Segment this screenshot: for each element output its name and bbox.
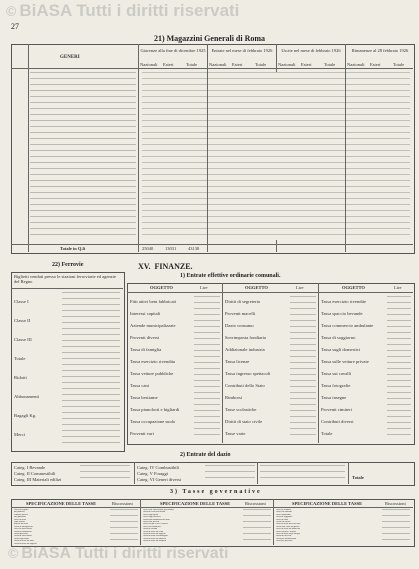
tasse-title: 3) Tasse governative [170,489,262,495]
tasse-list-2 [143,509,241,543]
tasse-item: Tasse di bollo sui manifesti [276,528,300,531]
dazio-cat: Categ. III Materiali edilizi [14,477,62,482]
tasse-item: Tassa di bollo sui conti [143,530,164,533]
sub-col-esteri: Esteri [232,62,243,67]
tasse-item: Tasse per privativa [276,540,293,543]
tasse-col-riscossioni: Riscossioni [112,501,133,506]
tasse-item: Tasse automobili [276,513,291,516]
entrate-item: Tassa esercizio rivendita [130,359,176,364]
entrate-item: Tassa di soggiorno [321,335,356,340]
sub-col-nazionali: Nazionali [209,62,227,67]
col-generi: GENERI [60,55,80,60]
entrate-item: Tassa bestiame [130,395,158,400]
entrate-item: Tassa pianoforti e bigliardi [130,407,180,412]
tasse-item: Tasse di lusso [276,518,289,521]
entrate-item: Totale [321,431,333,436]
dazio-figures [260,465,345,482]
entrate-item: Tassa esercizio rivendite [321,299,367,304]
tasse-col-spec: SPECIFICAZIONE DELLE TASSE [292,501,363,506]
tasse-figures-3 [382,509,410,543]
entrate-item: Tassa sui cavalli [321,371,352,376]
ferrovie-row: Classe II [14,318,31,323]
tasse-item: Tassa di ricchezza mobile [143,511,166,514]
entrate-col-oggetto: OGGETTO [150,285,173,290]
dazio-cat: Categ. I Bevande [14,465,46,470]
ferrovie-row: Bagagli Kg. [14,413,37,418]
page-number: 27 [11,22,19,31]
dazio-totale: Totale [352,475,364,480]
entrate-item: Fitti attivi beni fabbricati [130,299,177,304]
ferrovie-row: Abbonamenti [14,394,40,399]
tasse-item: carta bollata [14,521,25,524]
sub-col-totale: Totale [186,62,198,67]
tasse-item: Tassa di soggiorno [276,516,293,519]
entrate-item: Tassa fotografie [321,383,351,388]
tasse-item: Tassa di bollo sui trasporti [143,540,167,543]
tasse-item: Tassa sulle carte da giuoco [276,525,300,528]
tasse-list-3 [276,509,380,543]
dazio-figures [205,465,255,482]
generi-text-lines [30,72,136,240]
ferrovie-row: Merci [14,432,25,437]
entrate-header-rule [127,292,413,293]
entrate-title: 1) Entrate effettive ordinarie comunali. [180,273,281,279]
magazzini-total-tot: 43130 [188,246,200,251]
ferrovie-rows [14,292,64,444]
entrate-item: Contributi diversi [321,419,354,424]
copyright-icon: © [6,3,17,19]
sub-col-nazionali: Nazionali [347,62,365,67]
finanze-title: FINANZE. [154,262,193,271]
ferrovie-row: Totale [14,356,26,361]
sub-col-totale: Totale [255,62,267,67]
entrate-figures-1 [194,296,220,438]
tasse-item: Tassa sulla fabbricazione birra [143,518,170,521]
entrate-item: Tassa insegne [321,395,347,400]
tasse-item: atti giudiziari [14,516,26,519]
entrate-item: Tassa di famiglia [130,347,162,352]
tasse-item: Tasse sui fiammiferi [143,525,161,528]
tasse-item: Tassa per dichiarazioni [276,537,297,540]
watermark-text: BiASA Tutti i diritti riservati [21,545,229,562]
entrate-item: Tassa sulle vetture private [321,359,369,364]
tasse-item: Tasse di bollo [14,518,27,521]
dazio-cat: Categ. V Foraggi [137,471,168,476]
tasse-figures-2 [243,509,271,543]
tasse-item: Tassa sugli affari [14,537,29,540]
sub-col-esteri: Esteri [370,62,381,67]
finanze-heading [138,262,193,271]
entrate-item: Diritti di segreteria [225,299,260,304]
tasse-col-spec: SPECIFICAZIONE DELLE TASSE [26,501,97,506]
entrate-item: Proventi macelli [225,311,256,316]
entrate-item: Tassa cani [130,383,149,388]
entrate-col-lire: Lire [200,285,208,290]
entrate-item: Contributi dello Stato [225,383,265,388]
tasse-item: atti pubblici [14,511,25,514]
tasse-col-line [140,499,141,545]
tasse-header-rule [11,507,413,508]
dazio-col-line [134,462,135,484]
col-uscite: Uscite nel mese di febbraio 1926 [281,48,341,53]
ferrovie-rule [11,288,123,289]
entrate-item: Tassa ingresso spettacoli [225,371,271,376]
tasse-item: Tasse sulle concessioni governative [143,509,175,511]
entrate-item: Aziende municipalizzate [130,323,176,328]
tasse-item: Tasse di successione [14,528,32,531]
entrate-col-line [222,283,223,443]
entrate-item: Rimborsi [225,395,243,400]
tasse-item: Tasse sui contratti [276,511,292,514]
tasse-item: Tassa sui cavalli [276,521,291,524]
tasse-item: Tassa di manomorta [14,530,32,533]
dazio-cat: Categ. II Commestibili [14,471,56,476]
tasse-item: Tasse di scambio [276,509,291,511]
tasse-item: Tassa di bollo cinematografi [143,535,168,538]
tasse-item: marche da bollo [14,523,29,526]
tasse-item: Tassa di bollo sui tabacchi [143,537,167,540]
sub-col-esteri: Esteri [163,62,174,67]
entrate-item: Addizionale industria [225,347,265,352]
sub-col-esteri: Esteri [301,62,312,67]
entrate-col-oggetto: OGGETTO [245,285,268,290]
magazzini-col-line [28,44,29,252]
dazio-col-line [348,462,349,484]
tasse-col-riscossioni: Riscossioni [385,501,406,506]
tasse-item: Tasse sugli spiriti [143,513,159,516]
sub-col-totale: Totale [393,62,405,67]
tasse-item: Tassa dei brevetti [276,535,292,538]
sub-col-nazionali: Nazionali [140,62,158,67]
entrate-col-lire: Lire [296,285,304,290]
copyright-icon: © [8,545,19,561]
tasse-col-line [273,499,274,545]
tasse-item: Tasse sui pesi e misure [276,530,297,533]
entrate-figures-3 [387,296,411,438]
magazzini-col-line [138,44,139,252]
tasse-figures-1 [110,509,138,543]
finanze-numeral: XV. [138,262,151,271]
magazzini-total-label: Totale in Q.li [60,246,85,251]
entrate-item: Proventi cimiteri [321,407,353,412]
entrate-item: Tassa commercio ambulante [321,323,374,328]
tasse-item: Tassa di bollo sui biglietti [143,533,166,536]
sub-col-totale: Totale [324,62,336,67]
entrate-col-oggetto: OGGETTO [342,285,365,290]
magazzini-figures [142,72,410,240]
ferrovie-row: Classe III [14,337,32,342]
dazio-col-line [257,462,258,484]
col-rimanenze: Rimanenze al 28 febbraio 1926 [351,48,409,53]
entrate-item: Dazio consumo [225,323,254,328]
ferrovie-figures [62,292,120,446]
tasse-item: Tassa in surrogazione [14,525,33,528]
magazzini-total-naz: 25040 [142,246,154,251]
magazzini-total-est: 13031 [165,246,177,251]
entrate-figures-2 [290,296,316,438]
tasse-item: Tasse di registro [14,509,29,511]
tasse-item: Tasse sul gas e luce elettrica [143,523,168,526]
dazio-cat: Categ. IV Combustibili [137,465,180,470]
tasse-item: Tassa ipotecarie [14,533,28,536]
entrate-list-1 [130,296,192,440]
tasse-item: Tasse sulle polveri [143,521,160,524]
ferrovie-title: 22) Ferrovie [52,262,84,268]
entrate-item: Tassa spaccio bevande [321,311,363,316]
entrate-item: Proventi diversi [130,335,160,340]
tasse-list-1 [14,509,109,545]
tasse-col-spec: SPECIFICAZIONE DELLE TASSE [160,501,231,506]
tasse-item: Tassa di vendita [143,528,158,531]
entrate-item: Interessi capitali [130,311,161,316]
tasse-item: Tassa di bollo sui titoli [14,540,34,543]
col-entrata: Entrate nel mese di febbraio 1926 [211,48,273,53]
magazzini-total-rule [11,244,413,245]
watermark-text: BiASA Tutti i diritti riservati [19,1,240,20]
dazio-title: 2) Entrate del dazio [180,452,231,458]
col-giacenza: Giacenze alla fine di dicembre 1925 [140,48,206,53]
entrate-item: Tasse varie [225,431,246,436]
tasse-item: scritture private [14,513,28,516]
entrate-item: Tassa sugli domestici [321,347,361,352]
tasse-item: Tasse di bollo sugli assegni [276,533,300,536]
entrate-item: Tassa occupazione suolo [130,419,176,424]
tasse-item: Tassa di concessioni [14,535,32,538]
entrate-list-2 [225,296,287,440]
ferrovie-row: Classe I [14,299,29,304]
entrate-col-lire: Lire [394,285,402,290]
dazio-cat: Categ. VI Generi diversi [137,477,182,482]
tasse-item: Tasse sugli zuccheri [143,516,161,519]
dazio-figures [80,465,130,482]
tasse-col-riscossioni: Riscossioni [245,501,266,506]
magazzini-header-rule [11,68,413,69]
entrate-item: Tassa vetture pubbliche [130,371,174,376]
ferrovie-subtitle: Biglietti venduti presso le stazioni ferroviarie ed agenzie del Regno [14,274,116,284]
tasse-item: Tassa di bollo sui biglietti [14,542,37,545]
magazzini-title: 21) Magazzini Generali di Roma [153,34,266,43]
sub-col-nazionali: Nazionali [278,62,296,67]
entrate-item: Tasse scolastiche [225,407,257,412]
entrate-item: Proventi vari [130,431,154,436]
entrate-list-3 [321,296,385,440]
entrate-item: Sovrimposta fondiaria [225,335,266,340]
ferrovie-row: Ridotti [14,375,27,380]
entrate-item: Tassa licenze [225,359,250,364]
watermark-top [6,1,239,21]
entrate-col-line [318,283,319,443]
entrate-item: Diritti di stato civile [225,419,263,424]
tasse-item: Tasse di bollo sulle ricevute [276,523,301,526]
